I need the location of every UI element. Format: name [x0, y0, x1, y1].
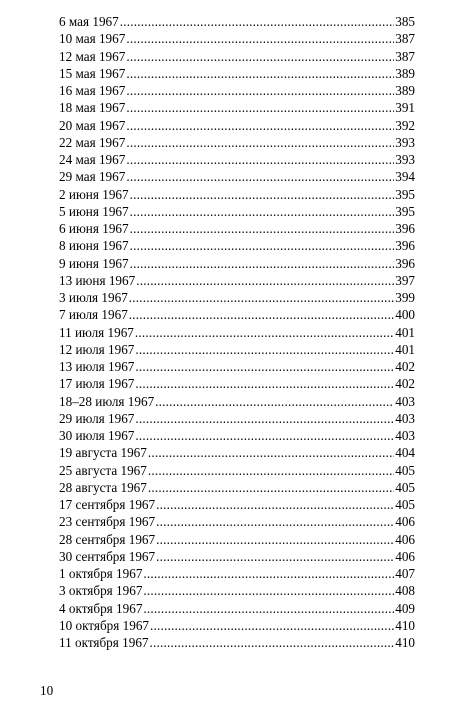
dot-leader: [156, 531, 394, 548]
toc-entry-title: 7 июля 1967: [59, 307, 128, 323]
dot-leader: [130, 237, 395, 254]
dot-leader: [130, 186, 395, 203]
toc-entry-title: 17 сентября 1967: [59, 497, 156, 512]
toc-entry: [59, 82, 415, 99]
toc-entry-title: 23 сентября 1967: [59, 514, 156, 530]
toc-entry-page: 396: [395, 238, 415, 254]
toc-entry-title: 12 июля 1967: [59, 341, 135, 357]
toc-entry: [59, 220, 415, 237]
toc-entry: [59, 48, 415, 65]
toc-entry: [59, 237, 415, 254]
dot-leader: [143, 600, 394, 617]
toc-entry: [59, 13, 415, 30]
toc-entry: [59, 203, 415, 220]
toc-entry-title: 29 июля 1967: [59, 410, 135, 426]
toc-entry-title: 25 августа 1967: [59, 462, 147, 478]
toc-entry-page: 403: [395, 393, 415, 409]
dot-leader: [156, 496, 394, 513]
toc-entry-page: 395: [395, 203, 415, 219]
toc-entry-page: 392: [395, 117, 415, 133]
dot-leader: [148, 444, 394, 461]
toc-entry-page: 394: [395, 169, 415, 185]
toc-entry: [59, 462, 415, 479]
dot-leader: [150, 617, 394, 634]
toc-entry-title: 20 мая 1967: [59, 117, 126, 133]
dot-leader: [126, 48, 394, 65]
toc-entry-page: 410: [395, 617, 415, 633]
toc-entry-page: 393: [395, 152, 415, 167]
toc-entry-title: 5 июня 1967: [59, 203, 129, 219]
toc-entry-page: 406: [395, 514, 415, 530]
toc-entry-title: 18–28 июля 1967: [59, 393, 155, 409]
toc-entry-page: 395: [395, 186, 415, 202]
toc-entry: [59, 65, 415, 82]
dot-leader: [126, 65, 394, 82]
dot-leader: [156, 513, 394, 530]
toc-entry-title: 11 июля 1967: [59, 324, 134, 340]
toc-entry: [59, 151, 415, 168]
toc-entry-page: 403: [395, 410, 415, 426]
toc-entry-title: 16 мая 1967: [59, 83, 126, 98]
toc-entry: [59, 134, 415, 151]
toc-entry-page: 396: [395, 255, 415, 271]
dot-leader: [126, 99, 394, 116]
toc-entry-page: 402: [395, 376, 415, 392]
toc-entry-page: 387: [395, 31, 415, 47]
toc-entry: [59, 168, 415, 185]
toc-entry: [59, 565, 415, 582]
dot-leader: [156, 548, 394, 565]
dot-leader: [130, 255, 395, 272]
dot-leader: [135, 324, 394, 341]
dot-leader: [135, 358, 394, 375]
dot-leader: [155, 393, 394, 410]
toc-entry-page: 404: [395, 445, 415, 461]
toc-entry-page: 389: [395, 65, 415, 81]
toc-entry-title: 22 мая 1967: [59, 134, 126, 150]
toc-entry: [59, 375, 415, 392]
toc-entry: [59, 255, 415, 272]
dot-leader: [143, 565, 394, 582]
dot-leader: [126, 82, 394, 99]
toc-entry-page: 399: [395, 290, 415, 305]
toc-entry: [59, 513, 415, 530]
dot-leader: [126, 168, 394, 185]
toc-entry-title: 9 июня 1967: [59, 255, 129, 271]
dot-leader: [126, 117, 394, 134]
toc-entry-title: 11 октября 1967: [59, 635, 149, 650]
dot-leader: [126, 151, 394, 168]
dot-leader: [135, 375, 394, 392]
dot-leader: [126, 134, 394, 151]
toc-entry-page: 406: [395, 531, 415, 547]
dot-leader: [135, 341, 394, 358]
dot-leader: [135, 427, 394, 444]
page-number: 10: [40, 683, 54, 698]
toc-entry-page: 402: [395, 359, 415, 374]
toc-entry: [59, 634, 415, 651]
dot-leader: [126, 30, 394, 47]
toc-entry-title: 6 мая 1967: [59, 14, 119, 29]
toc-entry-page: 401: [395, 341, 415, 357]
toc-entry-page: 396: [395, 221, 415, 236]
toc-entry-title: 10 мая 1967: [59, 31, 126, 47]
toc-entry: [59, 410, 415, 427]
dot-leader: [150, 634, 395, 651]
toc-entry: [59, 444, 415, 461]
toc-entry-title: 4 октября 1967: [59, 600, 143, 616]
toc-entry-title: 18 мая 1967: [59, 100, 126, 116]
toc-entry-title: 24 мая 1967: [59, 152, 126, 167]
table-of-contents: [59, 13, 415, 651]
toc-entry-page: 405: [395, 497, 415, 512]
toc-entry-page: 400: [395, 307, 415, 323]
toc-entry: [59, 393, 415, 410]
dot-leader: [130, 203, 395, 220]
toc-entry: [59, 582, 415, 599]
dot-leader: [120, 13, 394, 30]
toc-entry: [59, 324, 415, 341]
toc-entry: [59, 531, 415, 548]
toc-entry-title: 12 мая 1967: [59, 48, 126, 64]
toc-entry-title: 3 июля 1967: [59, 290, 128, 305]
dot-leader: [143, 582, 394, 599]
toc-entry-title: 30 сентября 1967: [59, 548, 156, 564]
toc-entry-title: 28 августа 1967: [59, 479, 147, 495]
toc-entry-title: 30 июля 1967: [59, 428, 135, 443]
toc-entry-page: 385: [395, 14, 415, 29]
toc-entry-title: 1 октября 1967: [59, 566, 143, 581]
toc-entry-page: 401: [395, 324, 415, 340]
toc-entry-page: 407: [395, 566, 415, 581]
toc-entry-title: 3 октября 1967: [59, 583, 143, 599]
toc-entry-page: 406: [395, 548, 415, 564]
toc-entry-title: 29 мая 1967: [59, 169, 126, 185]
dot-leader: [129, 306, 394, 323]
toc-entry-page: 410: [395, 635, 415, 650]
toc-entry-page: 403: [395, 428, 415, 443]
toc-entry-title: 2 июня 1967: [59, 186, 129, 202]
toc-entry-title: 19 августа 1967: [59, 445, 147, 461]
toc-entry-page: 408: [395, 583, 415, 599]
dot-leader: [148, 462, 394, 479]
toc-entry: [59, 306, 415, 323]
toc-entry: [59, 496, 415, 513]
toc-entry-title: 8 июня 1967: [59, 238, 129, 254]
toc-entry: [59, 99, 415, 116]
toc-entry-page: 405: [395, 462, 415, 478]
toc-entry: [59, 427, 415, 444]
toc-entry-page: 389: [395, 83, 415, 98]
dot-leader: [135, 410, 394, 427]
toc-entry: [59, 341, 415, 358]
toc-entry: [59, 289, 415, 306]
toc-entry: [59, 548, 415, 565]
toc-entry: [59, 617, 415, 634]
toc-entry: [59, 479, 415, 496]
toc-entry-title: 10 октября 1967: [59, 617, 150, 633]
toc-entry-page: 391: [395, 100, 415, 116]
dot-leader: [148, 479, 394, 496]
toc-entry-title: 28 сентября 1967: [59, 531, 156, 547]
toc-entry-page: 409: [395, 600, 415, 616]
toc-entry-page: 393: [395, 134, 415, 150]
toc-entry-title: 13 июня 1967: [59, 272, 136, 288]
toc-entry-page: 397: [395, 272, 415, 288]
toc-entry: [59, 600, 415, 617]
toc-entry-page: 405: [395, 479, 415, 495]
toc-entry: [59, 358, 415, 375]
dot-leader: [130, 220, 395, 237]
toc-entry-title: 17 июля 1967: [59, 376, 135, 392]
toc-entry-title: 15 мая 1967: [59, 65, 126, 81]
toc-entry: [59, 30, 415, 47]
toc-entry: [59, 186, 415, 203]
toc-entry-title: 6 июня 1967: [59, 221, 129, 236]
dot-leader: [129, 289, 394, 306]
toc-entry: [59, 117, 415, 134]
toc-entry: [59, 272, 415, 289]
toc-entry-page: 387: [395, 48, 415, 64]
toc-entry-title: 13 июля 1967: [59, 359, 135, 374]
dot-leader: [136, 272, 394, 289]
